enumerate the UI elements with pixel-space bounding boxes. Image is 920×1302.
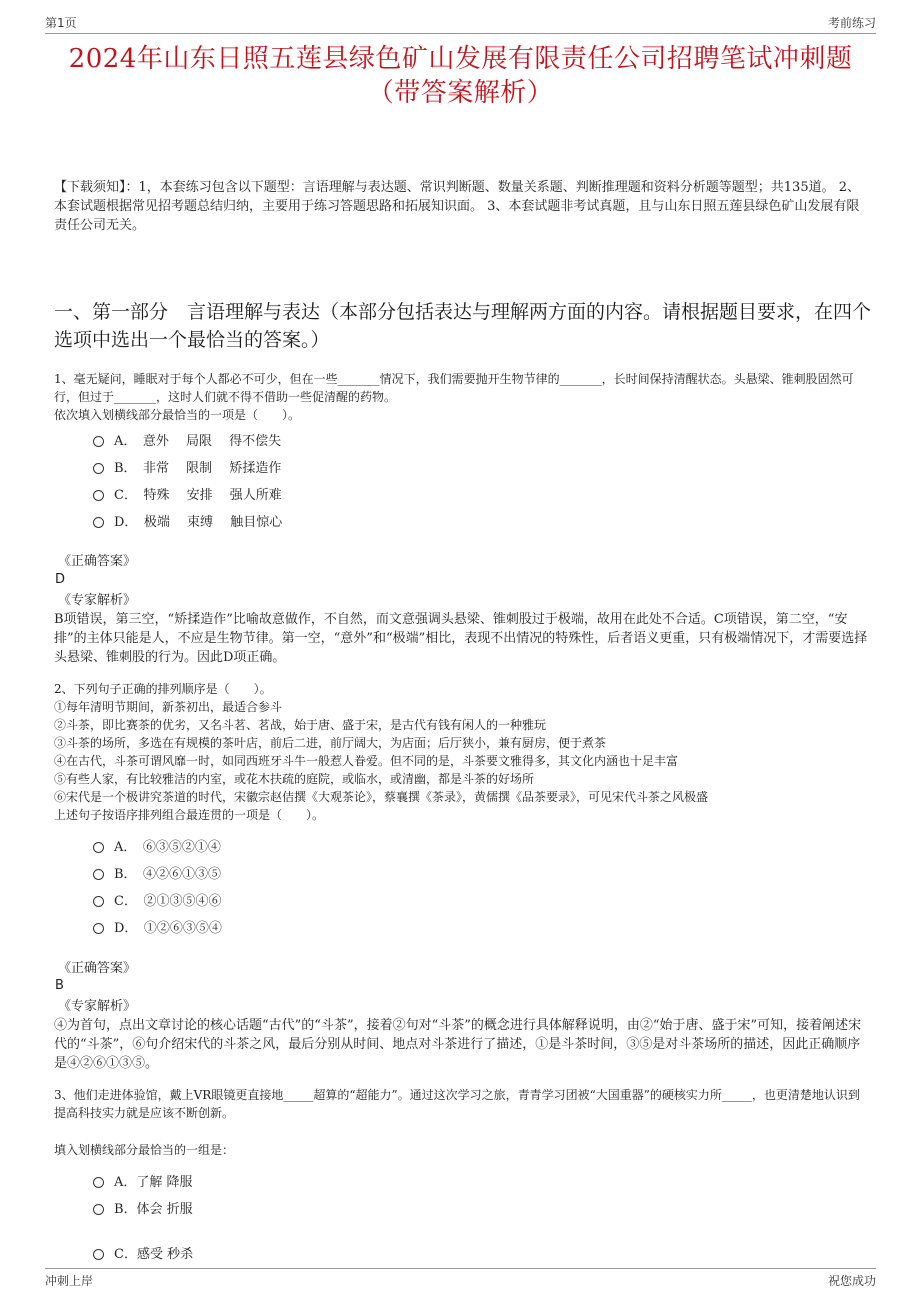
option-c[interactable]: C． ②①③⑤④⑥: [93, 886, 222, 913]
option-d[interactable]: D． 极端 束缚 触目惊心: [93, 507, 282, 534]
option-a[interactable]: A．了解 降服: [93, 1167, 193, 1194]
correct-answer: D: [55, 572, 66, 587]
radio-icon[interactable]: [93, 842, 104, 853]
sentence-1: ①每年清明节期间，新茶初出，最适合参斗: [54, 700, 283, 714]
option-b[interactable]: B． ④②⑥①③⑤: [93, 859, 222, 886]
radio-icon[interactable]: [93, 1177, 104, 1188]
radio-icon[interactable]: [93, 923, 104, 934]
radio-icon[interactable]: [93, 436, 104, 447]
answer-label: 《正确答案》: [58, 961, 137, 976]
question-text: 2、下列句子正确的排列顺序是（ ）。: [54, 682, 272, 696]
analysis-label: 《专家解析》: [58, 999, 137, 1014]
document-title: 2024年山东日照五莲县绿色矿山发展有限责任公司招聘笔试冲刺题（带答案解析）: [68, 44, 853, 108]
question-1: [54, 370, 868, 424]
sentence-6: ⑥宋代是一个极讲究茶道的时代，宋徽宗赵佶撰《大观茶论》，蔡襄撰《茶录》，黄儒撰《品茶要录》，可见宋代斗茶之风极盛: [54, 790, 709, 804]
option-a[interactable]: A． ⑥③⑤②①④: [93, 832, 222, 859]
option-c[interactable]: C． 特殊 安排 强人所难: [93, 480, 282, 507]
question-text: 1、毫无疑问，睡眠对于每个人都必不可少，但在一些_______情况下，我们需要抛开生物节律的_______，长时间保持清醒状态。头悬梁、锥刺股固然可行，但过于_______，这时人们就不得不借助一些促清醒的药物。: [54, 372, 854, 404]
sentence-5: ⑤有些人家，有比较雅洁的内室，或花木扶疏的庭院，或临水，或清幽，都是斗茶的好场所: [54, 772, 535, 786]
analysis-label: 《专家解析》: [58, 593, 137, 608]
question-2: [54, 680, 868, 824]
question-prompt: 上述句子按语序排列组合最连贯的一项是（ ）。: [54, 808, 325, 822]
header-tag: 考前练习: [827, 16, 876, 30]
radio-icon[interactable]: [93, 463, 104, 474]
correct-answer: B: [55, 978, 64, 993]
section-heading: 一、第一部分 言语理解与表达（本部分包括表达与理解两方面的内容。请根据题目要求，在四个选项中选出一个最恰当的答案。）: [54, 301, 872, 351]
radio-icon[interactable]: [93, 896, 104, 907]
expert-analysis: ④为首句，点出文章讨论的核心话题“古代”的“斗茶”，接着②句对“斗茶”的概念进行具体解释说明，由②“始于唐、盛于宋”可知，接着阐述宋代的“斗茶”，⑥句介绍宋代的斗茶之风，最后分别从时间、地点对斗茶进行了描述，①是斗茶时间，③⑤是对斗茶场所的描述，因此正确顺序是④②⑥①③⑤。: [54, 1018, 862, 1071]
sentence-3: ③斗茶的场所，多选在有规模的茶叶店，前后二进，前厅阔大，为店面；后厅狭小，兼有厨房，便于煮茶: [54, 736, 607, 750]
radio-icon[interactable]: [93, 1249, 104, 1260]
radio-icon[interactable]: [93, 1204, 104, 1215]
footer-right: 祝您成功: [827, 1274, 876, 1288]
question-3-options: [93, 1167, 193, 1221]
footer-divider: [45, 1268, 876, 1269]
question-3-options-continued: [93, 1239, 193, 1266]
expert-analysis: B项错误，第三空，“矫揉造作”比喻故意做作，不自然，而文意强调头悬梁、锥刺股过于极端，故用在此处不合适。C项错误，第二空，“安排”的主体只能是人，不应是生物节律。第一空，“意外”和“极端”相比，表现不出情况的特殊性，后者语义更重，只有极端情况下，才需要选择头悬梁、锥刺股的行为。因此D项正确。: [54, 612, 868, 665]
option-d[interactable]: D． ①②⑥③⑤④: [93, 913, 222, 940]
radio-icon[interactable]: [93, 517, 104, 528]
question-2-options: [93, 832, 222, 940]
sentence-2: ②斗茶，即比赛茶的优劣，又名斗茗、茗战，始于唐、盛于宋，是古代有钱有闲人的一种雅玩: [54, 718, 547, 732]
footer-left: 冲刺上岸: [45, 1274, 94, 1288]
header-divider: [45, 33, 876, 34]
question-3: [54, 1086, 868, 1122]
sentence-4: ④在古代，斗茶可谓风靡一时，如同西班牙斗牛一般惹人眷爱。但不同的是，斗茶要文雅得多，其文化内涵也十足丰富: [54, 754, 679, 768]
option-b[interactable]: B．体会 折服: [93, 1194, 193, 1221]
question-text: 3、他们走进体验馆，戴上VR眼镜更直接地_____超算的“超能力”。通过这次学习之旅，青青学习团被“大国重器”的硬核实力所_____，也更清楚地认识到提高科技实力就是应该不断创新。: [54, 1088, 860, 1120]
option-a[interactable]: A． 意外 局限 得不偿失: [93, 426, 282, 453]
question-prompt: 依次填入划横线部分最恰当的一项是（ ）。: [54, 408, 301, 422]
option-c[interactable]: C．感受 秒杀: [93, 1239, 193, 1266]
question-prompt: 填入划横线部分最恰当的一组是：: [54, 1143, 235, 1157]
radio-icon[interactable]: [93, 869, 104, 880]
download-notice: 【下载须知】：1，本套练习包含以下题型：言语理解与表达题、常识判断题、数量关系题、判断推理题和资料分析题等题型；共135道。 2、本套试题根据常见招考题总结归纳，主要用于练习答题思路和拓展知识面。 3、本套试题非考试真题，且与山东日照五莲县绿色矿山发展有限责任公司无关。: [54, 180, 860, 233]
answer-label: 《正确答案》: [58, 554, 137, 569]
option-b[interactable]: B． 非常 限制 矫揉造作: [93, 453, 282, 480]
page-number: 第1页: [45, 16, 77, 30]
radio-icon[interactable]: [93, 490, 104, 501]
question-1-options: [93, 426, 282, 534]
